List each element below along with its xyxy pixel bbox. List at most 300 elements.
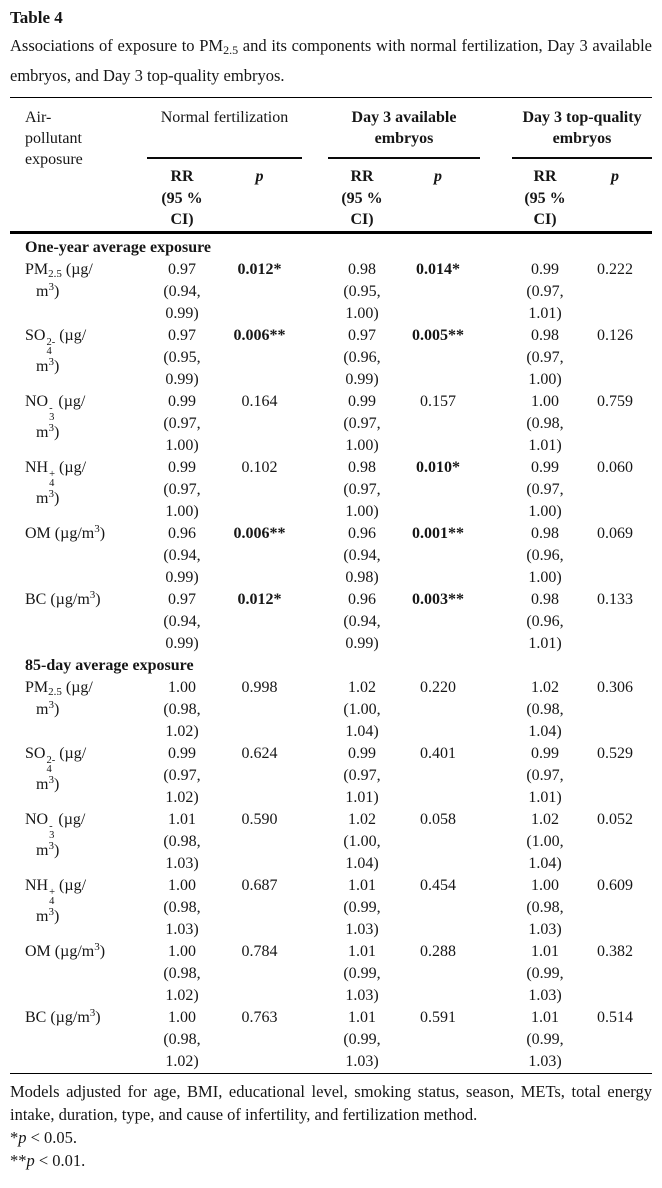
unit-text: m: [36, 282, 49, 300]
column-header-line: Air-: [25, 109, 52, 126]
table-row: [10, 809, 652, 875]
formula-subscript: 2.5: [48, 685, 62, 698]
rr-ci-line: (0.98,: [526, 414, 564, 432]
rr-ci-line: (0.98,: [163, 1030, 201, 1048]
table-row: [10, 589, 652, 655]
rr-ci-line: (0.97,: [526, 766, 564, 784]
rr-ci-line: 1.03): [165, 854, 199, 872]
rr-ci-line: 1.00): [165, 502, 199, 520]
rr-ci-value: [512, 1007, 578, 1073]
formula-base: OM: [25, 524, 51, 542]
rr-ci-line: 0.97: [168, 326, 196, 344]
rr-ci-line: 1.04): [345, 854, 379, 872]
rr-ci-value: [328, 259, 396, 325]
pollutant-unit-line: [25, 422, 147, 444]
note-threshold: < 0.01.: [34, 1151, 86, 1170]
unit-text: (µg/: [50, 942, 82, 960]
note-p-symbol: p: [26, 1151, 35, 1170]
rr-ci-line: (0.97,: [526, 282, 564, 300]
rr-ci-line: (0.98,: [526, 898, 564, 916]
rr-ci-value: [512, 743, 578, 809]
rr-ci-value: [147, 743, 217, 809]
rr-ci-line: (0.99,: [526, 1030, 564, 1048]
rr-ci-line: 0.96: [168, 524, 196, 542]
column-gap: [302, 391, 328, 457]
pollutant-formula: [25, 941, 147, 963]
column-gap: [302, 677, 328, 743]
rr-ci-line: 0.97: [168, 260, 196, 278]
table-row: [10, 743, 652, 809]
table-row: [10, 875, 652, 941]
unit-text: (µg/: [55, 326, 87, 344]
rr-ci-line: 1.01: [348, 1008, 376, 1026]
rr-ci-line: 1.04): [528, 722, 562, 740]
unit-text: ): [95, 590, 101, 608]
rr-ci-value: [147, 325, 217, 391]
unit-text: (µg/: [55, 876, 87, 894]
rr-ci-line: (1.00,: [343, 700, 381, 718]
column-gap: [480, 941, 512, 1007]
unit-text: ): [99, 524, 106, 542]
table-row: [10, 1007, 652, 1073]
rr-ci-line: (0.97,: [526, 480, 564, 498]
rr-ci-line: 0.99): [165, 634, 199, 652]
rr-ci-line: (0.99,: [343, 898, 381, 916]
rr-ci-line: (0.97,: [526, 348, 564, 366]
unit-text: ): [53, 489, 60, 507]
formula-base: SO: [25, 744, 46, 762]
rr-ci-line: (0.94,: [163, 546, 201, 564]
unit-text: (µg/: [55, 458, 87, 476]
p-value: 0.052: [597, 810, 633, 828]
table-caption: [10, 33, 652, 88]
rr-ci-value: [147, 523, 217, 589]
rr-ci-line: (0.95,: [343, 282, 381, 300]
unit-text: (µg/: [55, 744, 87, 762]
unit-text: (µg/: [46, 590, 78, 608]
rr-ci-value: [328, 743, 396, 809]
column-gap: [302, 875, 328, 941]
note-star: *: [10, 1127, 19, 1147]
rr-ci-value: [147, 457, 217, 523]
p-value: 0.006**: [233, 524, 286, 542]
formula-subscript: 4: [49, 895, 55, 907]
rr-ci-line: 0.99: [168, 744, 196, 762]
rr-ci-value: [512, 589, 578, 655]
rr-ci-line: (0.98,: [163, 832, 201, 850]
caption-text-pre: Associations of exposure to PM: [10, 36, 224, 55]
p-value: 0.164: [241, 392, 278, 410]
rr-ci-line: 1.01: [531, 1008, 559, 1026]
p-value: 0.514: [597, 1008, 633, 1026]
unit-text: m: [77, 1008, 90, 1026]
pollutant-label: [10, 523, 147, 589]
pollutant-unit-line: [25, 840, 147, 862]
pollutant-formula: [25, 1007, 147, 1029]
rr-ci-line: 1.02): [165, 986, 199, 1004]
unit-text: ): [53, 775, 60, 793]
rr-ci-value: [512, 391, 578, 457]
unit-text: ): [53, 423, 60, 441]
unit-text: ): [53, 700, 60, 718]
subheader-rr-ci: [147, 159, 217, 231]
pollutant-unit-line: [25, 281, 147, 303]
rr-ci-line: 1.03): [165, 920, 199, 938]
rr-ci-line: (0.99,: [526, 964, 564, 982]
rr-ci-line: (0.97,: [343, 414, 381, 432]
rr-ci-line: 1.03): [345, 920, 379, 938]
table-footnote: Models adjusted for age, BMI, educational level, smoking status, season, METs, total energy intake, duration, type, and cause of infertility, and fertilization method.: [10, 1081, 652, 1124]
formula-superscript: +: [49, 468, 56, 480]
formula-base: BC: [25, 590, 47, 608]
rr-ci-line: 0.99: [531, 260, 559, 278]
column-gap: [302, 259, 328, 325]
rr-ci-line: 1.00: [168, 1008, 196, 1026]
formula-superscript: -: [49, 402, 53, 414]
significance-note-1: [10, 1126, 652, 1150]
section-row: [10, 655, 652, 677]
unit-exponent: 3: [48, 355, 54, 368]
rr-ci-line: 0.99: [168, 458, 196, 476]
pollutant-unit-line: [25, 774, 147, 796]
rr-ci-line: 0.98: [531, 524, 559, 542]
rr-ci-line: 0.98: [348, 260, 376, 278]
rr-ci-line: 0.99: [348, 392, 376, 410]
rr-ci-line: 1.01: [531, 942, 559, 960]
p-value: 0.222: [597, 260, 633, 278]
column-gap: [302, 589, 328, 655]
subheader-rr-ci: [328, 159, 396, 231]
rr-ci-line: (0.94,: [163, 282, 201, 300]
rr-ci-line: 1.01: [348, 876, 376, 894]
rr-ci-line: 0.98): [345, 568, 379, 586]
rr-ci-line: 0.99: [531, 458, 559, 476]
table-row: [10, 523, 652, 589]
rr-ci-line: (1.00,: [526, 832, 564, 850]
rr-ci-value: [512, 875, 578, 941]
formula-base: OM: [25, 942, 51, 960]
rr-ci-line: 1.01): [345, 788, 379, 806]
unit-text: (µg/: [54, 392, 86, 410]
subheader-rr-line: CI): [533, 211, 557, 228]
rr-ci-line: 1.03): [528, 986, 562, 1004]
rr-ci-line: 0.99): [165, 568, 199, 586]
pollutant-label: [10, 743, 147, 809]
rr-ci-value: [328, 457, 396, 523]
rr-ci-line: 1.00: [531, 392, 559, 410]
subheader-rr-line: RR: [533, 168, 557, 185]
rr-ci-line: 1.00: [168, 678, 196, 696]
pollutant-label: [10, 259, 147, 325]
formula-base: NH: [25, 458, 49, 476]
rr-ci-value: [328, 325, 396, 391]
subheader-p: p: [434, 168, 442, 185]
column-gap: [480, 457, 512, 523]
unit-exponent: 3: [48, 487, 54, 500]
unit-exponent: 3: [89, 1006, 96, 1019]
rr-ci-value: [147, 941, 217, 1007]
pollutant-label: [10, 325, 147, 391]
formula-charge-stack: [46, 756, 55, 774]
p-value: 0.609: [597, 876, 633, 894]
p-value: 0.784: [241, 942, 278, 960]
rr-ci-line: (0.97,: [163, 480, 201, 498]
note-star: **: [10, 1151, 27, 1170]
unit-exponent: 3: [48, 421, 54, 434]
pollutant-formula: [25, 589, 147, 611]
rr-ci-line: 1.04): [528, 854, 562, 872]
pollutant-formula: [25, 743, 147, 774]
table-row: [10, 325, 652, 391]
rr-ci-value: [328, 391, 396, 457]
rr-ci-value: [512, 523, 578, 589]
rr-ci-line: (0.99,: [343, 964, 381, 982]
unit-text: ): [53, 357, 60, 375]
column-gap: [480, 743, 512, 809]
formula-subscript: 3: [49, 829, 55, 841]
rr-ci-line: 0.98: [348, 458, 376, 476]
pollutant-label: [10, 391, 147, 457]
p-value: 0.220: [420, 678, 456, 696]
rr-ci-line: 1.01): [528, 634, 562, 652]
subheader-rr-line: RR: [170, 168, 194, 185]
subheader-rr-ci: [512, 159, 578, 231]
p-value: 0.529: [597, 744, 633, 762]
subheader-p: p: [255, 168, 264, 185]
rr-ci-line: 1.00: [168, 876, 196, 894]
p-value: 0.624: [241, 744, 278, 762]
p-value: 0.102: [241, 458, 278, 476]
p-value: 0.687: [241, 876, 278, 894]
p-value: 0.454: [420, 876, 456, 894]
rr-ci-line: 1.02: [531, 810, 559, 828]
table-row: [10, 259, 652, 325]
pollutant-formula: [25, 523, 147, 545]
formula-subscript: 4: [46, 345, 52, 357]
rr-ci-value: [147, 589, 217, 655]
rr-ci-line: 0.99): [165, 304, 199, 322]
unit-text: m: [36, 775, 49, 793]
table-title: Table 4: [10, 8, 63, 27]
pollutant-formula: [25, 677, 147, 699]
unit-text: m: [81, 524, 95, 542]
rr-ci-value: [328, 875, 396, 941]
column-group-normal-fertilization: Normal fertilization: [147, 107, 302, 159]
p-value: 0.003**: [412, 590, 464, 608]
rr-ci-line: (0.96,: [526, 612, 564, 630]
rr-ci-line: 1.03): [345, 986, 379, 1004]
rr-ci-line: (0.97,: [163, 414, 201, 432]
rr-ci-line: 1.00): [528, 502, 562, 520]
note-threshold: < 0.05.: [26, 1127, 78, 1147]
p-value: 0.401: [420, 744, 456, 762]
pollutant-unit-line: [25, 699, 147, 721]
rr-ci-line: (0.98,: [526, 700, 564, 718]
rr-ci-value: [512, 941, 578, 1007]
rr-ci-line: (0.97,: [343, 766, 381, 784]
rr-ci-value: [147, 875, 217, 941]
pollutant-formula: [25, 875, 147, 906]
unit-text: ): [99, 942, 106, 960]
unit-text: m: [36, 357, 49, 375]
pollutant-label: [10, 875, 147, 941]
formula-subscript: 2.5: [48, 267, 62, 280]
rr-ci-line: 1.00: [531, 876, 559, 894]
column-gap: [302, 1007, 328, 1073]
unit-exponent: 3: [94, 940, 100, 953]
p-value: 0.133: [597, 590, 633, 608]
rr-ci-line: (0.94,: [343, 612, 381, 630]
section-header: One-year average exposure: [25, 238, 212, 256]
rr-ci-line: (0.94,: [163, 612, 201, 630]
table-header: [10, 98, 652, 231]
rr-ci-line: 1.00): [165, 436, 199, 454]
unit-exponent: 3: [48, 905, 54, 918]
table-row: [10, 941, 652, 1007]
column-gap: [302, 523, 328, 589]
column-gap: [302, 941, 328, 1007]
column-gap: [480, 589, 512, 655]
rr-ci-value: [147, 809, 217, 875]
pollutant-label: [10, 457, 147, 523]
table-bottom-rule: [10, 1073, 652, 1074]
rr-ci-line: 1.00): [345, 304, 379, 322]
column-gap: [480, 523, 512, 589]
p-value: 0.998: [241, 678, 278, 696]
formula-base: NO: [25, 392, 49, 410]
column-gap: [480, 677, 512, 743]
column-gap: [480, 259, 512, 325]
section-row: [10, 237, 652, 259]
rr-ci-value: [328, 941, 396, 1007]
unit-text: m: [36, 700, 49, 718]
unit-text: ): [95, 1008, 101, 1026]
rr-ci-line: 0.99: [531, 744, 559, 762]
caption-subscript: 2.5: [223, 43, 239, 57]
unit-exponent: 3: [48, 698, 54, 711]
rr-ci-value: [512, 457, 578, 523]
column-header-line: pollutant: [25, 130, 82, 147]
column-gap: [480, 1007, 512, 1073]
column-gap: [302, 809, 328, 875]
pollutant-formula: [25, 325, 147, 356]
column-header-pollutant: [10, 107, 147, 231]
p-value: 0.010*: [416, 458, 460, 476]
unit-text: (µg/: [54, 810, 86, 828]
rr-ci-line: 0.96: [348, 524, 376, 542]
rr-ci-value: [512, 809, 578, 875]
rr-ci-line: 0.98: [531, 590, 559, 608]
p-value: 0.060: [597, 458, 633, 476]
unit-exponent: 3: [94, 522, 100, 535]
significance-note-2: [10, 1149, 652, 1173]
rr-ci-line: 0.98: [531, 326, 559, 344]
subheader-rr-line: CI): [350, 211, 374, 228]
p-value: 0.382: [597, 942, 633, 960]
rr-ci-line: (0.96,: [343, 348, 381, 366]
p-value: 0.058: [420, 810, 456, 828]
column-gap: [302, 743, 328, 809]
formula-base: NH: [25, 876, 49, 894]
unit-exponent: 3: [48, 773, 54, 786]
p-value: 0.006**: [233, 326, 286, 344]
subheader-rr-line: (95 %: [161, 189, 203, 207]
unit-text: ): [53, 907, 60, 925]
rr-ci-line: 1.02: [348, 810, 376, 828]
table-body: [10, 234, 652, 1073]
rr-ci-line: 1.04): [345, 722, 379, 740]
p-value: 0.126: [597, 326, 633, 344]
rr-ci-line: 1.02): [165, 722, 199, 740]
p-value: 0.069: [597, 524, 633, 542]
rr-ci-line: (0.96,: [526, 546, 564, 564]
unit-text: m: [36, 841, 49, 859]
rr-ci-line: (0.97,: [343, 480, 381, 498]
table-row: [10, 457, 652, 523]
rr-ci-value: [328, 1007, 396, 1073]
formula-charge-stack: [46, 338, 55, 356]
formula-superscript: -: [49, 820, 53, 832]
rr-ci-line: 0.99): [165, 370, 199, 388]
rr-ci-line: (0.99,: [343, 1030, 381, 1048]
p-value: 0.306: [597, 678, 633, 696]
formula-base: PM: [25, 260, 49, 278]
rr-ci-value: [147, 391, 217, 457]
subheader-rr-line: CI): [170, 211, 194, 228]
rr-ci-line: 1.02): [165, 788, 199, 806]
pollutant-formula: [25, 391, 147, 422]
rr-ci-line: 1.00): [345, 502, 379, 520]
rr-ci-line: (0.98,: [163, 898, 201, 916]
rr-ci-line: (0.98,: [163, 964, 201, 982]
p-value: 0.590: [241, 810, 278, 828]
rr-ci-value: [328, 677, 396, 743]
unit-text: ): [53, 282, 60, 300]
rr-ci-value: [328, 523, 396, 589]
rr-ci-line: 1.01): [528, 304, 562, 322]
p-value: 0.005**: [412, 326, 464, 344]
unit-exponent: 3: [89, 588, 96, 601]
subheader-p: p: [611, 168, 619, 185]
rr-ci-line: 1.03): [528, 920, 562, 938]
pollutant-label: [10, 1007, 147, 1073]
pollutant-formula: [25, 259, 147, 281]
pollutant-label: [10, 589, 147, 655]
column-gap: [480, 875, 512, 941]
formula-base: BC: [25, 1008, 47, 1026]
rr-ci-line: 0.96: [348, 590, 376, 608]
p-value: 0.014*: [416, 260, 460, 278]
rr-ci-line: 1.00): [528, 370, 562, 388]
rr-ci-line: (1.00,: [343, 832, 381, 850]
formula-superscript: 2-: [46, 754, 56, 766]
unit-text: m: [77, 590, 90, 608]
caption-text-post: and its components with normal fertilization, Day 3 available embryos, and Day 3 top-quality embryos.: [10, 36, 652, 85]
formula-superscript: 2-: [46, 336, 56, 348]
rr-ci-line: 1.03): [345, 1052, 379, 1070]
note-p-symbol: p: [18, 1127, 27, 1147]
unit-exponent: 3: [48, 280, 54, 293]
column-gap: [480, 809, 512, 875]
subheader-rr-line: RR: [350, 168, 374, 185]
formula-subscript: 3: [49, 411, 55, 423]
formula-base: NO: [25, 810, 49, 828]
rr-ci-line: 1.00: [168, 942, 196, 960]
rr-ci-line: 1.00): [345, 436, 379, 454]
pollutant-label: [10, 809, 147, 875]
unit-text: (µg/: [50, 524, 82, 542]
subheader-rr-line: (95 %: [341, 189, 383, 207]
